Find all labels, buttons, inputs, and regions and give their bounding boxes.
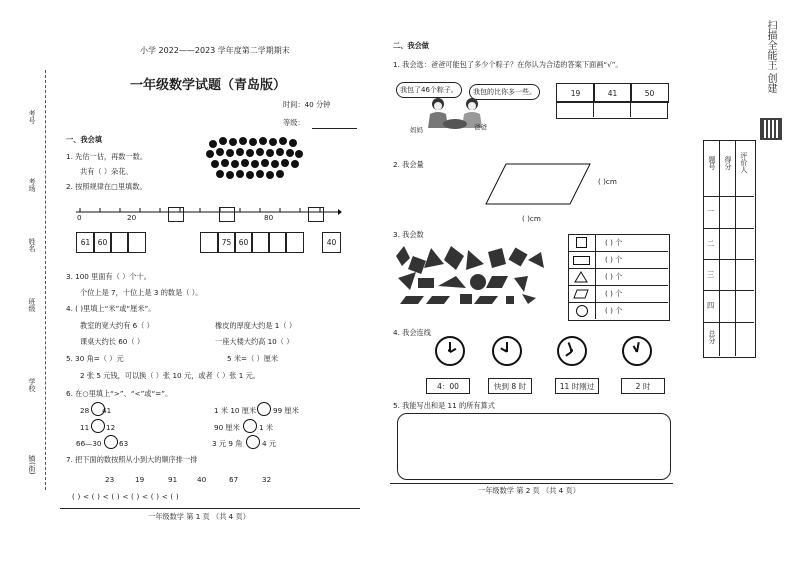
label-mom: 妈妈 bbox=[410, 126, 423, 134]
q4-row1-left: 教室的宽大约有 6（ ） bbox=[80, 321, 154, 330]
scanner-watermark: 扫描全能王 创建 bbox=[765, 20, 776, 94]
exam-time: 时间：40 分钟 bbox=[283, 100, 331, 109]
answer-box[interactable] bbox=[397, 413, 671, 480]
q6-r1-b: 41 bbox=[102, 406, 112, 415]
seq-left-cell-2[interactable]: 60 bbox=[93, 232, 112, 253]
shapes-collage bbox=[396, 246, 546, 306]
numberline-blank-2[interactable] bbox=[219, 207, 235, 222]
page1-footer-rule bbox=[60, 508, 360, 509]
q7-num-1: 23 bbox=[105, 475, 115, 484]
score-row-rule bbox=[703, 196, 754, 197]
count-row-rule bbox=[568, 285, 668, 286]
q4-row2-right: 一座大楼大约高 10（ ） bbox=[215, 337, 294, 346]
compare-circle[interactable] bbox=[257, 402, 271, 416]
flower-dots bbox=[205, 136, 305, 186]
compare-circle[interactable] bbox=[246, 435, 260, 449]
binding-line bbox=[45, 70, 46, 490]
compare-circle[interactable] bbox=[243, 419, 257, 433]
q7-num-5: 67 bbox=[229, 475, 239, 484]
seq-left-cell-4[interactable] bbox=[127, 232, 146, 253]
section-2-title: 二、我会做 bbox=[393, 41, 429, 50]
triangle-icon bbox=[574, 271, 588, 283]
q6-text: 6. 在○里填上“>”、“<”或“=”。 bbox=[66, 389, 173, 398]
square-icon bbox=[576, 237, 587, 248]
p2-q5-text: 5. 我能写出和是 11 的所有算式 bbox=[393, 401, 495, 410]
seq-right-cell-6[interactable] bbox=[285, 232, 304, 253]
q6-r3-a: 66—30 bbox=[76, 439, 102, 448]
parallelogram-icon bbox=[573, 289, 589, 299]
numberline-blank-3[interactable] bbox=[308, 207, 324, 222]
p2-q3-text: 3. 我会数 bbox=[393, 230, 424, 239]
exam-header-line: 小学 2022——2023 学年度第二学期期末 bbox=[140, 46, 290, 55]
binding-label-class: 班级 bbox=[28, 298, 36, 312]
score-header-evaluator: 评价人 bbox=[740, 152, 748, 173]
option-divider bbox=[593, 101, 594, 117]
time-label-2[interactable]: 2 时 bbox=[621, 378, 665, 394]
count-row-rule bbox=[568, 302, 668, 303]
speech-bubble-mom: 我包了46个粽子。 bbox=[396, 82, 462, 98]
number-line bbox=[72, 204, 342, 226]
page2-footer-rule bbox=[390, 483, 673, 484]
option-50[interactable]: 50 bbox=[630, 83, 669, 103]
score-col-rule bbox=[735, 140, 736, 356]
clock-icon bbox=[557, 336, 587, 366]
q5-b: 2 张 5 元钱，可以换（ ）张 10 元，或者（ ）张 1 元。 bbox=[80, 371, 260, 380]
option-answer-row[interactable] bbox=[556, 101, 668, 119]
numberline-blank-1[interactable] bbox=[168, 207, 184, 222]
seq-right-cell-2[interactable]: 75 bbox=[217, 232, 236, 253]
q4-row2-left: 课桌大约长 60（ ） bbox=[80, 337, 145, 346]
count-answer-rectangle[interactable]: ( ) 个 bbox=[605, 255, 623, 264]
binding-label-town: 镇(街) bbox=[28, 455, 36, 475]
binding-label-name: 姓名 bbox=[28, 238, 36, 252]
time-label-4[interactable]: 4：00 bbox=[426, 378, 470, 394]
exam-grade: 等级： bbox=[283, 118, 305, 127]
p2-q2-text: 2. 我会量 bbox=[393, 160, 424, 169]
count-answer-parallelogram[interactable]: ( ) 个 bbox=[605, 289, 623, 298]
section-1-title: 一、我会填 bbox=[66, 135, 102, 144]
clock-icon bbox=[492, 336, 522, 366]
q6-r1-c: 1 米 10 厘米 bbox=[214, 406, 257, 415]
q6-r1-d: 99 厘米 bbox=[273, 406, 299, 415]
score-row-rule bbox=[703, 322, 754, 323]
q7-num-2: 19 bbox=[135, 475, 145, 484]
exam-title: 一年级数学试题（青岛版） bbox=[130, 78, 287, 93]
circle-icon bbox=[576, 305, 588, 317]
score-row-rule bbox=[703, 259, 754, 260]
score-row-3: 三 bbox=[707, 270, 715, 279]
count-answer-square[interactable]: ( ) 个 bbox=[605, 238, 623, 247]
q5-right: 5 米=（ ）厘米 bbox=[227, 354, 279, 363]
q6-r3-b: 63 bbox=[119, 439, 129, 448]
q4-text: 4. ( )里填上“米”或“厘米”。 bbox=[66, 304, 156, 313]
q7-num-6: 32 bbox=[262, 475, 272, 484]
q7-text: 7. 把下面的数按照从小到大的顺序排一排 bbox=[66, 455, 198, 464]
compare-circle[interactable] bbox=[91, 419, 105, 433]
q3-text-b: 个位上是 7，十位上是 3 的数是（ ）。 bbox=[80, 288, 203, 297]
numberline-label-80: 80 bbox=[264, 213, 274, 222]
seq-left-cell-1[interactable]: 61 bbox=[76, 232, 95, 253]
q6-r2-c: 90 厘米 bbox=[214, 423, 240, 432]
option-19[interactable]: 19 bbox=[556, 83, 595, 103]
score-row-4: 四 bbox=[707, 301, 715, 310]
seq-right-cell-3[interactable]: 60 bbox=[234, 232, 253, 253]
compare-circle[interactable] bbox=[104, 435, 118, 449]
qr-code-icon bbox=[760, 118, 782, 140]
score-row-total: 总分 bbox=[708, 330, 716, 344]
q1-text-b: 共有（ ）朵花。 bbox=[80, 167, 133, 176]
page1-footer: 一年级数学 第 1 页 （共 4 页） bbox=[148, 512, 250, 521]
score-row-2: 二 bbox=[707, 239, 715, 248]
q7-num-4: 40 bbox=[197, 475, 207, 484]
speech-bubble-dad: 我包的比你多一些。 bbox=[469, 84, 540, 100]
q6-r2-d: 1 米 bbox=[259, 423, 274, 432]
seq-right-cell-7[interactable]: 40 bbox=[322, 232, 341, 253]
binding-label-school: 学校 bbox=[28, 378, 36, 392]
q6-r3-d: 4 元 bbox=[262, 439, 277, 448]
count-answer-circle[interactable]: ( ) 个 bbox=[605, 306, 623, 315]
p2-q4-text: 4. 我会连线 bbox=[393, 328, 431, 337]
clock-icon bbox=[622, 336, 652, 366]
q6-r2-a: 11 bbox=[80, 423, 90, 432]
count-col-rule bbox=[595, 234, 596, 319]
page2-footer: 一年级数学 第 2 页 （共 4 页） bbox=[478, 486, 580, 495]
parallelogram-shape bbox=[484, 160, 594, 210]
option-divider bbox=[630, 101, 631, 117]
numberline-label-20: 20 bbox=[127, 213, 137, 222]
score-header-question: 题号 bbox=[708, 156, 716, 170]
q4-row1-right: 橡皮的厚度大约是 1（ ） bbox=[215, 321, 297, 330]
label-dad: 爸爸 bbox=[474, 123, 487, 131]
rectangle-icon bbox=[573, 256, 590, 265]
option-41[interactable]: 41 bbox=[593, 83, 632, 103]
measure-bottom: ( )cm bbox=[522, 214, 541, 223]
q5-left: 5. 30 角=（ ）元 bbox=[66, 354, 124, 363]
score-header-score: 得分 bbox=[724, 156, 732, 170]
numberline-label-0: 0 bbox=[77, 213, 82, 222]
measure-right: ( )cm bbox=[598, 177, 617, 186]
time-label-nearly-8[interactable]: 快到 8 时 bbox=[488, 378, 532, 394]
clock-icon bbox=[435, 336, 465, 366]
q6-r3-c: 3 元 9 角 bbox=[212, 439, 243, 448]
score-row-rule bbox=[703, 228, 754, 229]
q7-blanks[interactable]: ( ) < ( ) < ( ) < ( ) < ( ) < ( ) bbox=[72, 492, 179, 501]
q3-text-a: 3. 100 里面有（ ）个十。 bbox=[66, 272, 151, 281]
count-row-rule bbox=[568, 251, 668, 252]
grade-underline bbox=[312, 128, 357, 129]
q7-num-3: 91 bbox=[168, 475, 178, 484]
count-row-rule bbox=[568, 268, 668, 269]
binding-label-room: 考场 bbox=[28, 178, 36, 192]
count-answer-triangle[interactable]: ( ) 个 bbox=[605, 272, 623, 281]
q6-r2-b: 12 bbox=[106, 423, 116, 432]
p2-q1-text: 1. 我会选：爸爸可能包了多少个粽子？在你认为合适的答案下面画“√”。 bbox=[393, 60, 623, 69]
binding-label-exam-no: 考号 bbox=[28, 110, 36, 124]
q1-text-a: 1. 先估一估，再数一数。 bbox=[66, 152, 148, 161]
score-row-rule bbox=[703, 290, 754, 291]
q6-r1-a: 28 bbox=[80, 406, 90, 415]
q2-text: 2. 按照规律在□里填数。 bbox=[66, 182, 147, 191]
time-label-just-past-11[interactable]: 11 时刚过 bbox=[555, 378, 599, 394]
score-col-rule bbox=[719, 140, 720, 356]
score-row-1: 一 bbox=[707, 207, 715, 216]
